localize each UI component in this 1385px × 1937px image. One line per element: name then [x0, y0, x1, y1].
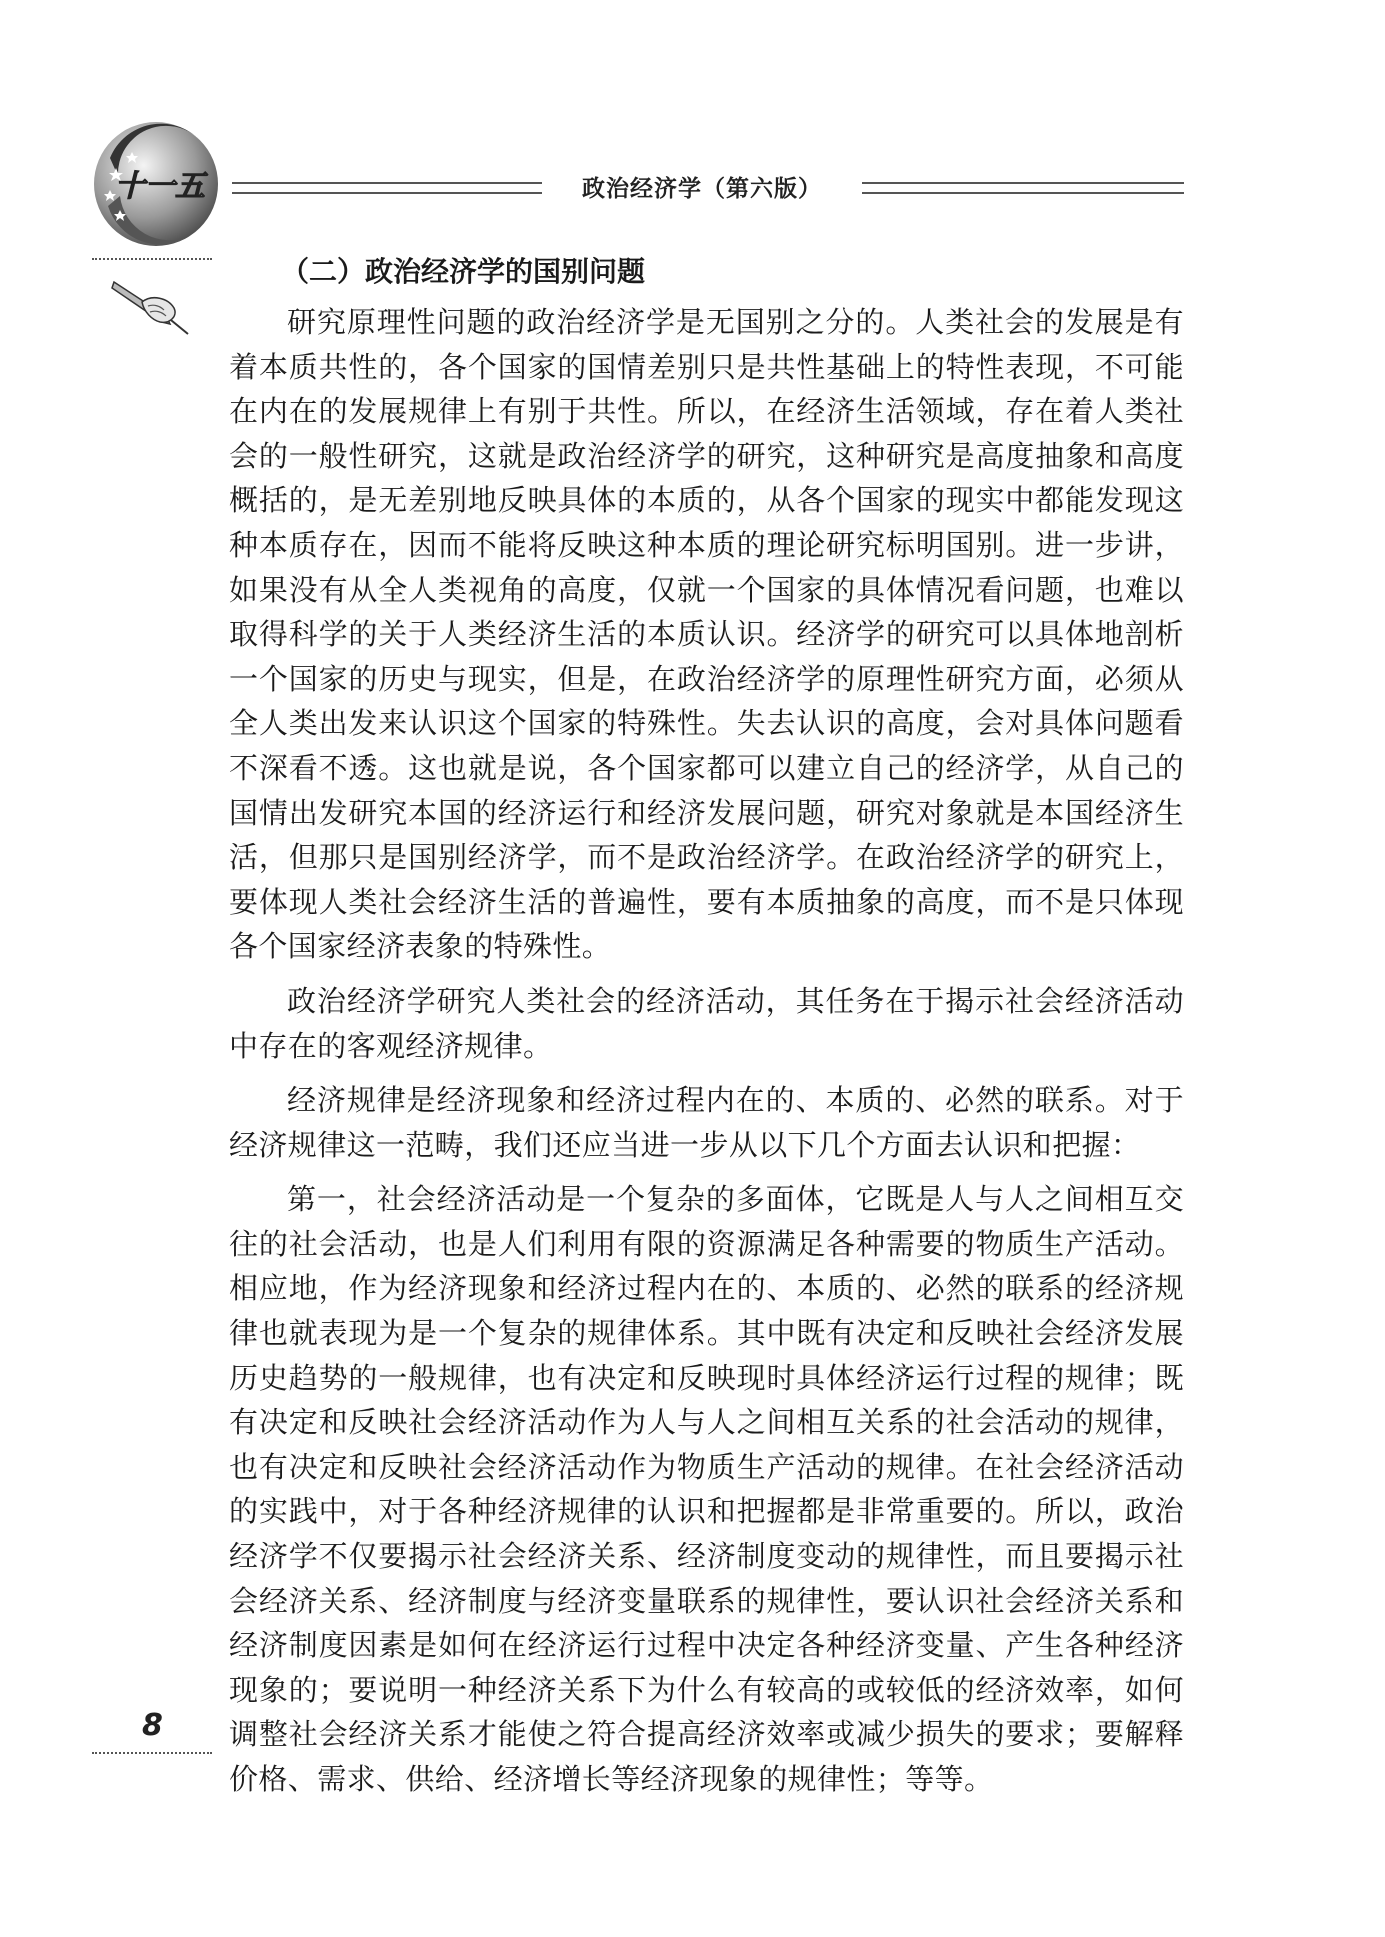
main-content	[229, 250, 1184, 1812]
paragraph-2: 政治经济学研究人类社会的经济活动，其任务在于揭示社会经济活动中存在的客观经济规律。	[229, 983, 1184, 1063]
page-number: 8	[142, 1708, 163, 1743]
paragraph-4: 第一，社会经济活动是一个复杂的多面体，它既是人与人之间相互交往的社会活动，也是人们利用有限的资源满足各种需要的物质生产活动。相应地，作为经济现象和经济过程内在的、本质的、必然的联系的经济规律也就表现为是一个复杂的规律体系。其中既有决定和反映社会经济发展历史趋势的一般规律，也有决定和反映现时具体经济运行过程的规律；既有决定和反映社会经济活动作为人与人之间相互关系的社会活动的规律，也有决定和反映社会经济活动作为物质生产活动的规律。在社会经济活动的实践中，对于各种经济规律的认识和把握都是非常重要的。所以，政治经济学不仅要揭示社会经济关系、经济制度变动的规律性，而且要揭示社会经济关系、经济制度与经济变量联系的规律性，要认识社会经济关系和经济制度因素是如何在经济运行过程中决定各种经济变量、产生各种经济现象的；要说明一种经济关系下为什么有较高的或较低的经济效率，如何调整社会经济关系才能使之符合提高经济效率或减少损失的要求；要解释价格、需求、供给、经济增长等经济现象的规律性；等等。	[229, 1182, 1184, 1796]
margin-divider-bottom	[92, 1752, 212, 1754]
logo-text: 十一五	[115, 169, 205, 204]
paragraph-3: 经济规律是经济现象和经济过程内在的、本质的、必然的联系。对于经济规律这一范畴，我们还应当进一步从以下几个方面去认识和把握：	[229, 1083, 1184, 1162]
running-header-title: 政治经济学（第六版）	[582, 176, 822, 202]
header-rule-right	[862, 182, 1184, 194]
paragraph-1: 研究原理性问题的政治经济学是无国别之分的。人类社会的发展是有着本质共性的，各个国家的国情差别只是共性基础上的特性表现，不可能在内在的发展规律上有别于共性。所以，在经济生活领域，存在着人类社会的一般性研究，这就是政治经济学的研究，这种研究是高度抽象和高度概括的，是无差别地反映具体的本质的，从各个国家的现实中都能发现这种本质存在，因而不能将反映这种本质的理论研究标明国别。进一步讲，如果没有从全人类视角的高度，仅就一个国家的具体情况看问题，也难以取得科学的关于人类经济生活的本质认识。经济学的研究可以具体地剖析一个国家的历史与现实，但是，在政治经济学的原理性研究方面，必须从全人类出发来认识这个国家的特殊性。失去认识的高度，会对具体问题看不深看不透。这也就是说，各个国家都可以建立自己的经济学，从自己的国情出发研究本国的经济运行和经济发展问题，研究对象就是本国经济生活，但那只是国别经济学，而不是政治经济学。在政治经济学的研究上，要体现人类社会经济生活的普遍性，要有本质抽象的高度，而不是只体现各个国家经济表象的特殊性。	[229, 305, 1184, 964]
header-rule-left	[232, 182, 542, 194]
section-heading: （二）政治经济学的国别问题	[281, 255, 646, 288]
emblem-icon	[90, 118, 222, 250]
pen-icon	[108, 272, 196, 338]
margin-divider-top	[92, 258, 212, 260]
